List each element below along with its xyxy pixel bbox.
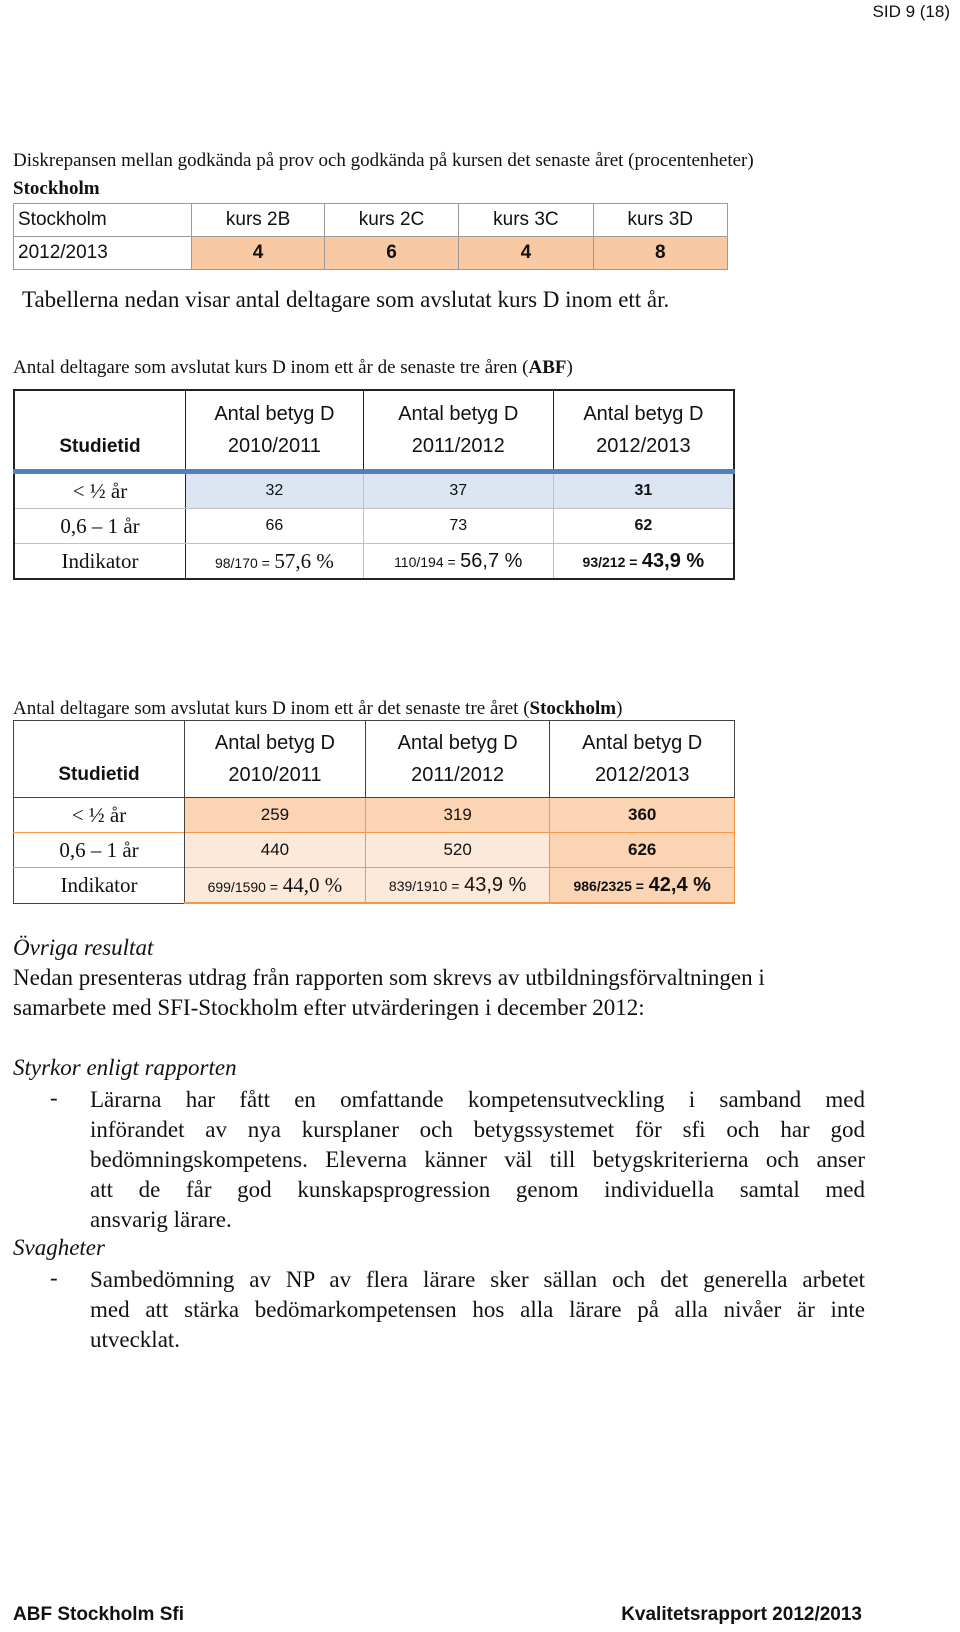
- col-header-year: 2010/2011: [227, 435, 321, 457]
- indicator-percent: 44,0 %: [282, 872, 343, 897]
- footer-right: Kvalitetsrapport 2012/2013: [621, 1604, 862, 1625]
- table-cell: 520: [365, 833, 550, 868]
- table-cell: 440: [185, 833, 366, 868]
- col-header: [185, 721, 366, 798]
- table-row: [14, 868, 735, 904]
- col-header-title: Antal betyg D: [397, 732, 518, 754]
- header-cell: kurs 2B: [192, 204, 324, 237]
- col-header-title: Antal betyg D: [583, 403, 704, 425]
- table-row: [14, 509, 734, 544]
- header-cell: kurs 3C: [459, 204, 593, 237]
- indicator-fraction: 986/2325 =: [573, 877, 644, 894]
- bullet-line: med att stärka bedömarkompetensen hos alla lärare på alla nivåer är inte: [90, 1297, 865, 1322]
- stockholm-table: [13, 720, 735, 904]
- indicator-percent: 57,6 %: [274, 548, 334, 573]
- table-cell: 73: [363, 509, 553, 544]
- col-header-year: 2011/2012: [411, 435, 505, 457]
- col-header: [363, 390, 553, 472]
- table-cell: 31: [553, 472, 734, 509]
- table-row: [14, 798, 735, 833]
- table-cell: 626: [550, 833, 735, 868]
- caption-text: Antal deltagare som avslutat kurs D inom ett år det senaste tre året (: [13, 698, 530, 719]
- table-cell: 360: [550, 798, 735, 833]
- col-header-title: Antal betyg D: [582, 732, 703, 754]
- table-row: [14, 237, 728, 270]
- caption-text: Antal deltagare som avslutat kurs D inom ett år de senaste tre åren (: [13, 357, 529, 378]
- indicator-fraction: 699/1590 =: [207, 878, 279, 895]
- bullet-line: utvecklat.: [90, 1327, 181, 1352]
- abf-table: [13, 389, 735, 580]
- col-header-year: 2010/2011: [228, 764, 322, 786]
- stockholm-caption: [13, 698, 622, 720]
- row-label: < ½ år: [14, 798, 185, 833]
- header-cell: kurs 2C: [324, 204, 458, 237]
- row-label: Indikator: [14, 544, 186, 580]
- indicator-fraction: 98/170 =: [214, 554, 270, 571]
- table-cell: 62: [553, 509, 734, 544]
- table-cell: 319: [365, 798, 550, 833]
- indicator-cell: [550, 868, 735, 904]
- indicator-fraction: 93/212 =: [582, 553, 638, 570]
- col-header-title: Antal betyg D: [214, 403, 335, 425]
- caption-suffix: ): [566, 357, 573, 378]
- footer-left: ABF Stockholm Sfi: [13, 1604, 185, 1625]
- table-cell: 259: [185, 798, 366, 833]
- table-header-row: [14, 204, 728, 237]
- indicator-cell: [185, 868, 366, 904]
- studietid-header: Studietid: [14, 390, 186, 472]
- col-header-year: 2011/2012: [411, 764, 505, 786]
- bullet-line: Sambedömning av NP av flera lärare sker sällan och det generella arbetet: [90, 1267, 865, 1292]
- row-label: Indikator: [14, 868, 185, 904]
- indicator-percent: 43,9 %: [464, 873, 527, 896]
- indicator-percent: 56,7 %: [460, 549, 523, 572]
- abf-caption: [13, 357, 573, 379]
- ovriga-paragraph-line: Nedan presenteras utdrag från rapporten som skrevs av utbildningsförvaltningen i: [13, 965, 765, 990]
- bullet-dash: -: [50, 1085, 58, 1110]
- indicator-fraction: 839/1910 =: [388, 877, 460, 894]
- row-label: 0,6 – 1 år: [14, 509, 186, 544]
- bullet-line: införandet av nya kursplaner och betygssystemet för sfi och har god: [90, 1117, 865, 1142]
- indicator-percent: 42,4 %: [648, 873, 711, 896]
- table-cell: 37: [363, 472, 553, 509]
- row-label: < ½ år: [14, 472, 186, 509]
- styrkor-heading: Styrkor enligt rapporten: [13, 1055, 237, 1080]
- table-row: [14, 833, 735, 868]
- col-header: [553, 390, 734, 472]
- intro-text: Diskrepansen mellan godkända på prov och godkända på kursen det senaste året (procentenheter): [13, 150, 754, 171]
- table-cell: 66: [186, 509, 364, 544]
- col-header-title: Antal betyg D: [214, 732, 335, 754]
- discrepancy-table: [13, 203, 728, 270]
- page-number: SID 9 (18): [872, 2, 950, 21]
- bullet-dash: -: [50, 1265, 58, 1290]
- table-cell: 8: [593, 237, 727, 270]
- table-cell: 4: [192, 237, 324, 270]
- caption-suffix: ): [616, 698, 623, 719]
- styrkor-bullet: [90, 1085, 865, 1235]
- caption-bold: ABF: [528, 357, 567, 378]
- indicator-percent: 43,9 %: [641, 549, 705, 572]
- col-header-year: 2012/2013: [594, 764, 690, 786]
- row-label: 0,6 – 1 år: [14, 833, 185, 868]
- bullet-line: ansvarig lärare.: [90, 1207, 232, 1232]
- bullet-line: bedömningskompetens. Eleverna känner väl till betygskriterierna och anser: [90, 1147, 865, 1172]
- header-cell: Stockholm: [14, 204, 192, 237]
- svagheter-heading: Svagheter: [13, 1235, 105, 1260]
- table-cell: 32: [186, 472, 364, 509]
- table-row: [14, 472, 734, 509]
- indicator-cell: [186, 544, 364, 580]
- col-header-year: 2012/2013: [596, 435, 691, 457]
- tables-intro-sentence: Tabellerna nedan visar antal deltagare som avslutat kurs D inom ett år.: [22, 287, 670, 312]
- indicator-fraction: 110/194 =: [394, 553, 456, 570]
- col-header-title: Antal betyg D: [398, 403, 519, 425]
- studietid-header: Studietid: [14, 721, 185, 798]
- table-cell: 6: [324, 237, 458, 270]
- indicator-cell: [365, 868, 550, 904]
- ovriga-paragraph-line: samarbete med SFI-Stockholm efter utvärderingen i december 2012:: [13, 995, 645, 1020]
- col-header: [365, 721, 550, 798]
- intro-city: Stockholm: [13, 178, 100, 199]
- table-header-row: [14, 721, 735, 798]
- table-row: [14, 544, 734, 580]
- col-header: [186, 390, 364, 472]
- bullet-line: att de får god kunskapsprogression genom individuella samtal med: [90, 1177, 865, 1202]
- col-header: [550, 721, 735, 798]
- table-cell: 4: [459, 237, 593, 270]
- svagheter-bullet: [90, 1265, 865, 1355]
- table-header-row: [14, 390, 734, 472]
- indicator-cell: [363, 544, 553, 580]
- caption-bold: Stockholm: [529, 698, 617, 719]
- bullet-line: Lärarna har fått en omfattande kompetensutveckling i samband med: [90, 1087, 865, 1112]
- table-cell: 2012/2013: [14, 237, 192, 270]
- indicator-cell: [553, 544, 734, 580]
- header-cell: kurs 3D: [593, 204, 727, 237]
- ovriga-heading: Övriga resultat: [13, 935, 154, 960]
